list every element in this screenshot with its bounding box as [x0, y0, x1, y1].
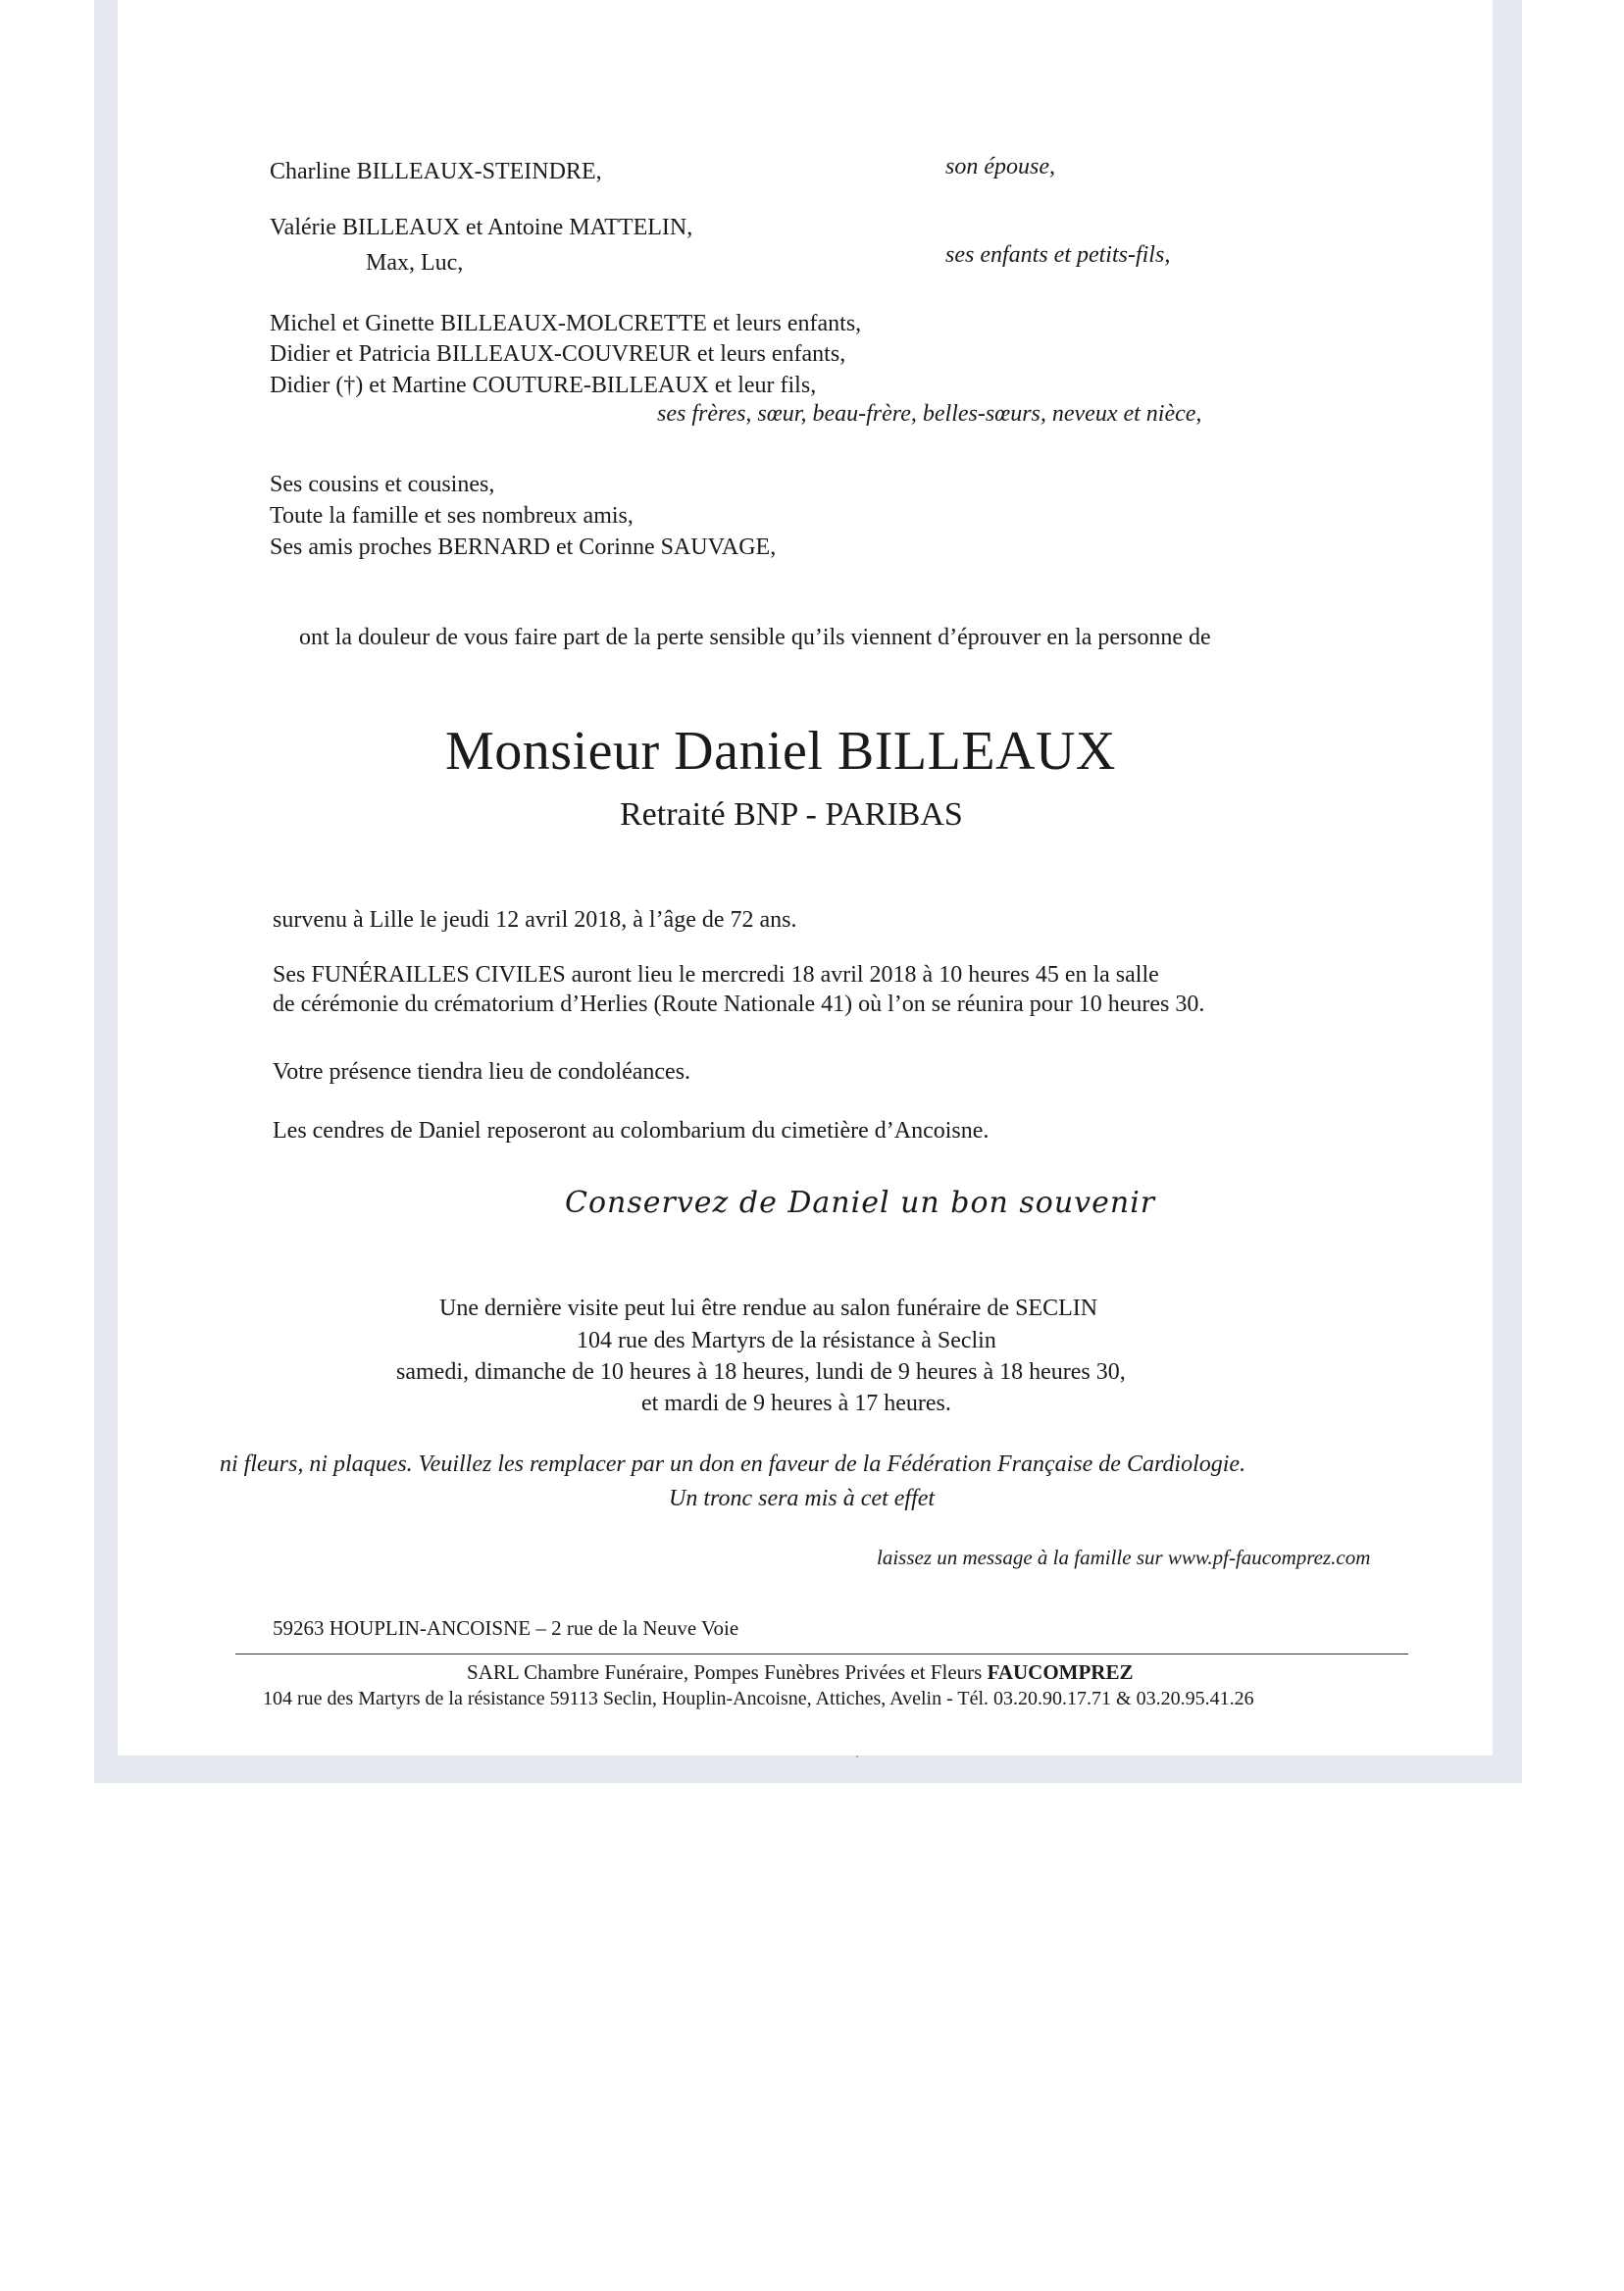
others-line: Ses amis proches BERNARD et Corinne SAUVAGE,	[270, 535, 777, 560]
children-line-2: Max, Luc,	[366, 250, 464, 276]
funeral-line-1: Ses FUNÉRAILLES CIVILES auront lieu le mercredi 18 avril 2018 à 10 heures 45 en la salle	[273, 962, 1159, 988]
ashes-note: Les cendres de Daniel reposeront au colombarium du cimetière d’Ancoisne.	[273, 1118, 990, 1144]
family-address: 59263 HOUPLIN-ANCOISNE – 2 rue de la Neuve Voie	[273, 1616, 739, 1640]
condolences-note: Votre présence tiendra lieu de condoléances.	[273, 1059, 691, 1085]
script-quote: Conservez de Daniel un bon souvenir	[565, 1186, 1156, 1220]
company-prefix: SARL Chambre Funéraire, Pompes Funèbres Privées et Fleurs	[467, 1660, 983, 1684]
funeral-line-2: de cérémonie du crématorium d’Herlies (Route Nationale 41) où l’on se réunira pour 10 heures 30.	[273, 992, 1205, 1017]
visit-line: 104 rue des Martyrs de la résistance à Seclin	[577, 1328, 996, 1353]
spouse-role: son épouse,	[945, 154, 1055, 179]
sibling-line: Michel et Ginette BILLEAUX-MOLCRETTE et leurs enfants,	[270, 311, 862, 336]
sibling-line: Didier et Patricia BILLEAUX-COUVREUR et leurs enfants,	[270, 341, 846, 367]
spouse-name: Charline BILLEAUX-STEINDRE,	[270, 159, 602, 184]
sibling-line: Didier (†) et Martine COUTURE-BILLEAUX et leur fils,	[270, 373, 817, 398]
others-line: Ses cousins et cousines,	[270, 472, 495, 497]
deceased-occupation: Retraité BNP - PARIBAS	[620, 796, 963, 833]
website-note: laissez un message à la famille sur www.pf-faucomprez.com	[877, 1546, 1371, 1569]
scan-speck	[856, 1756, 858, 1757]
announcement-text: ont la douleur de vous faire part de la perte sensible qu’ils viennent d’éprouver en la personne de	[299, 625, 1211, 650]
company-line	[467, 1662, 1134, 1683]
deceased-name: Monsieur Daniel BILLEAUX	[445, 721, 1116, 782]
children-line-1: Valérie BILLEAUX et Antoine MATTELIN,	[270, 215, 693, 240]
company-name: FAUCOMPREZ	[987, 1660, 1134, 1684]
children-role: ses enfants et petits-fils,	[945, 242, 1171, 268]
others-line: Toute la famille et ses nombreux amis,	[270, 503, 634, 529]
company-contact: 104 rue des Martyrs de la résistance 59113 Seclin, Houplin-Ancoisne, Attiches, Avelin - Tél. 03.20.90.17.71 & 03.20.95.41.26	[263, 1688, 1254, 1709]
visit-line: Une dernière visite peut lui être rendue au salon funéraire de SECLIN	[439, 1296, 1098, 1321]
footer-divider	[235, 1654, 1408, 1655]
flowers-note: ni fleurs, ni plaques. Veuillez les remplacer par un don en faveur de la Fédération Française de Cardiologie.	[220, 1451, 1246, 1477]
siblings-role: ses frères, sœur, beau-frère, belles-sœurs, neveux et nièce,	[657, 401, 1202, 427]
visit-line: et mardi de 9 heures à 17 heures.	[641, 1391, 951, 1416]
death-details: survenu à Lille le jeudi 12 avril 2018, à l’âge de 72 ans.	[273, 907, 797, 933]
donation-note: Un tronc sera mis à cet effet	[669, 1486, 936, 1511]
visit-line: samedi, dimanche de 10 heures à 18 heures, lundi de 9 heures à 18 heures 30,	[396, 1359, 1126, 1385]
